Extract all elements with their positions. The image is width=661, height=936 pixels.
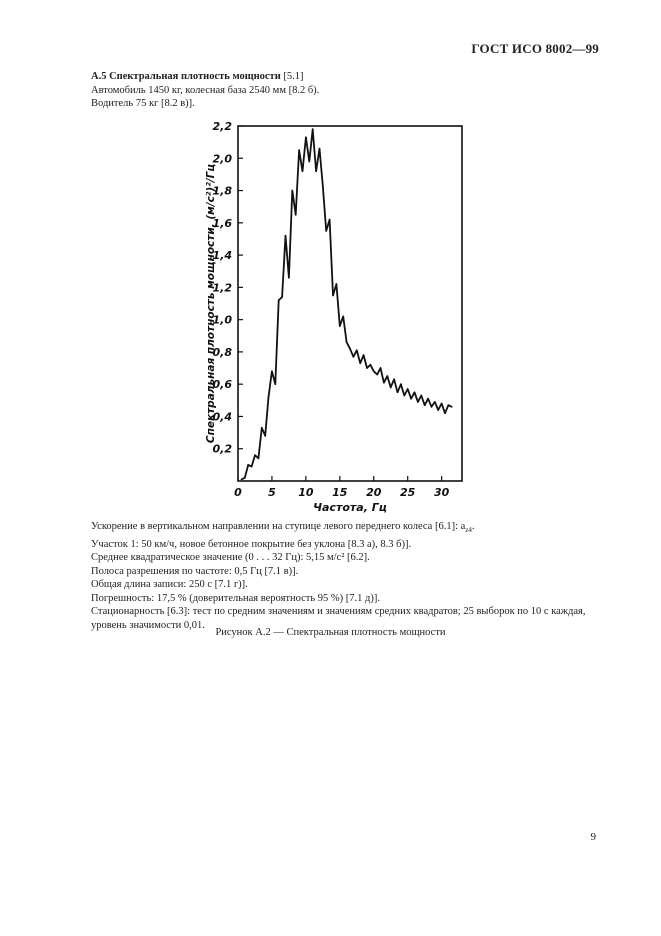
psd-data-point xyxy=(373,370,375,372)
psd-data-point xyxy=(247,464,249,466)
psd-data-point xyxy=(332,295,334,297)
psd-data-point xyxy=(444,412,446,414)
psd-data-point xyxy=(366,367,368,369)
y-tick-label: 1,4 xyxy=(212,249,232,263)
x-tick-label: 15 xyxy=(332,486,348,499)
psd-data-point xyxy=(342,316,344,318)
note-section: Участок 1: 50 км/ч, новое бетонное покрытие без уклона [8.3 а), 8.3 б)]. xyxy=(91,538,412,550)
y-axis-label: Спектральная плотность мощности, (м/с²)²/Гц xyxy=(205,163,217,444)
psd-data-point xyxy=(353,356,355,358)
psd-data-point xyxy=(420,395,422,397)
psd-data-point xyxy=(244,477,246,479)
y-tick-label: 2,2 xyxy=(212,120,232,133)
section-title-text: Спектральная плотность мощности xyxy=(109,71,281,82)
psd-data-point xyxy=(404,395,406,397)
psd-data-point xyxy=(441,403,443,405)
psd-data-point xyxy=(359,362,361,364)
psd-data-point xyxy=(285,235,287,237)
note-record-length: Общая длина записи: 250 с [7.1 г)]. xyxy=(91,579,248,591)
y-tick-label: 0,4 xyxy=(212,410,232,424)
psd-data-point xyxy=(383,382,385,384)
psd-data-point xyxy=(431,406,433,408)
x-tick-label: 25 xyxy=(400,486,416,499)
y-tick-label: 1,0 xyxy=(212,313,232,327)
note-acceleration-subscript: z4 xyxy=(465,526,472,535)
psd-data-point xyxy=(241,479,243,481)
section-a5 xyxy=(91,70,611,111)
vehicle-line: Автомобиль 1450 кг, колесная база 2540 мм [8.2 б). xyxy=(91,84,320,96)
psd-data-point xyxy=(295,214,297,216)
psd-data-point xyxy=(258,458,260,460)
psd-data-point xyxy=(251,466,253,468)
y-tick-label: 1,8 xyxy=(212,184,232,198)
x-axis-label: Частота, Гц xyxy=(313,501,387,514)
psd-data-point xyxy=(298,149,300,151)
psd-data-point xyxy=(363,354,365,356)
psd-data-point xyxy=(370,364,372,366)
psd-data-point xyxy=(254,454,256,456)
psd-data-point xyxy=(346,341,348,343)
psd-data-point xyxy=(390,387,392,389)
note-acceleration-text: Ускорение в вертикальном направлении на ступице левого переднего колеса [6.1]: a xyxy=(91,521,466,532)
y-tick-label: 1,6 xyxy=(212,216,232,230)
psd-data-point xyxy=(400,383,402,385)
x-tick-label: 0 xyxy=(234,486,242,499)
psd-data-point xyxy=(414,391,416,393)
standard-header: ГОСТ ИСО 8002—99 xyxy=(471,41,599,56)
psd-data-point xyxy=(434,401,436,403)
psd-data-point xyxy=(448,404,450,406)
psd-data-point xyxy=(387,375,389,377)
psd-data-point xyxy=(356,349,358,351)
note-acceleration xyxy=(91,520,603,538)
note-resolution: Полоса разрешения по частоте: 0,5 Гц [7.1 в)]. xyxy=(91,565,299,577)
psd-data-point xyxy=(329,219,331,221)
psd-data-point xyxy=(397,391,399,393)
y-tick-label: 1,2 xyxy=(212,281,232,295)
x-tick-label: 10 xyxy=(298,486,314,499)
measurement-notes xyxy=(91,520,603,632)
psd-data-point xyxy=(264,435,266,437)
psd-data-point xyxy=(349,348,351,350)
x-tick-label: 5 xyxy=(268,486,276,499)
psd-data-point xyxy=(417,401,419,403)
psd-data-point xyxy=(407,388,409,390)
y-tick-label: 0,8 xyxy=(212,345,232,359)
psd-data-point xyxy=(271,370,273,372)
note-acceleration-end: . xyxy=(471,521,475,532)
psd-data-point xyxy=(288,277,290,279)
psd-data-point xyxy=(292,190,294,192)
psd-data-point xyxy=(376,374,378,376)
psd-data-point xyxy=(322,185,324,187)
y-tick-label: 2,0 xyxy=(212,152,232,166)
psd-data-point xyxy=(339,325,341,327)
psd-data-point xyxy=(308,161,310,163)
psd-data-point xyxy=(451,406,453,408)
psd-data-point xyxy=(268,396,270,398)
psd-data-point xyxy=(261,427,263,429)
x-tick-label: 30 xyxy=(433,486,450,499)
section-title xyxy=(91,70,611,84)
note-error: Погрешность: 17,5 % (доверительная вероятность 95 %) [7.1 д)]. xyxy=(91,592,381,604)
plot-frame xyxy=(238,126,462,481)
y-tick-label: 0,2 xyxy=(212,442,232,456)
driver-line: Водитель 75 кг [8.2 в)]. xyxy=(91,98,195,109)
y-tick-label: 0,6 xyxy=(212,378,232,392)
psd-data-point xyxy=(312,128,314,130)
psd-data-point xyxy=(325,230,327,232)
psd-chart-svg xyxy=(192,110,482,514)
figure-caption: Рисунок А.2 — Спектральная плотность мощности xyxy=(215,627,446,638)
psd-data-point xyxy=(305,136,307,138)
psd-data-point xyxy=(319,148,321,150)
section-title-ref: [5.1] xyxy=(283,71,304,82)
psd-data-point xyxy=(275,383,277,385)
psd-data-point xyxy=(380,367,382,369)
note-stationarity: Стационарность [6.3]: тест по средним значениям и значениям средних квадратов; 25 выборок по 10 с каждая, уровень значимости 0,01. xyxy=(91,606,586,631)
psd-data-point xyxy=(427,398,429,400)
psd-series-line xyxy=(241,129,451,479)
psd-data-point xyxy=(336,283,338,285)
psd-data-point xyxy=(315,170,317,172)
note-rms: Среднее квадратическое значение (0 . . . 32 Гц): 5,15 м/с² [6.2]. xyxy=(91,552,370,564)
page-number: 9 xyxy=(590,831,596,843)
x-tick-label: 20 xyxy=(366,486,382,499)
section-number: А.5 xyxy=(91,71,107,82)
psd-data-point xyxy=(424,404,426,406)
psd-data-point xyxy=(281,296,283,298)
psd-data-point xyxy=(437,409,439,411)
psd-data-point xyxy=(302,170,304,172)
psd-data-point xyxy=(393,379,395,381)
psd-chart xyxy=(192,110,482,514)
psd-data-point xyxy=(410,398,412,400)
psd-data-point xyxy=(278,299,280,301)
